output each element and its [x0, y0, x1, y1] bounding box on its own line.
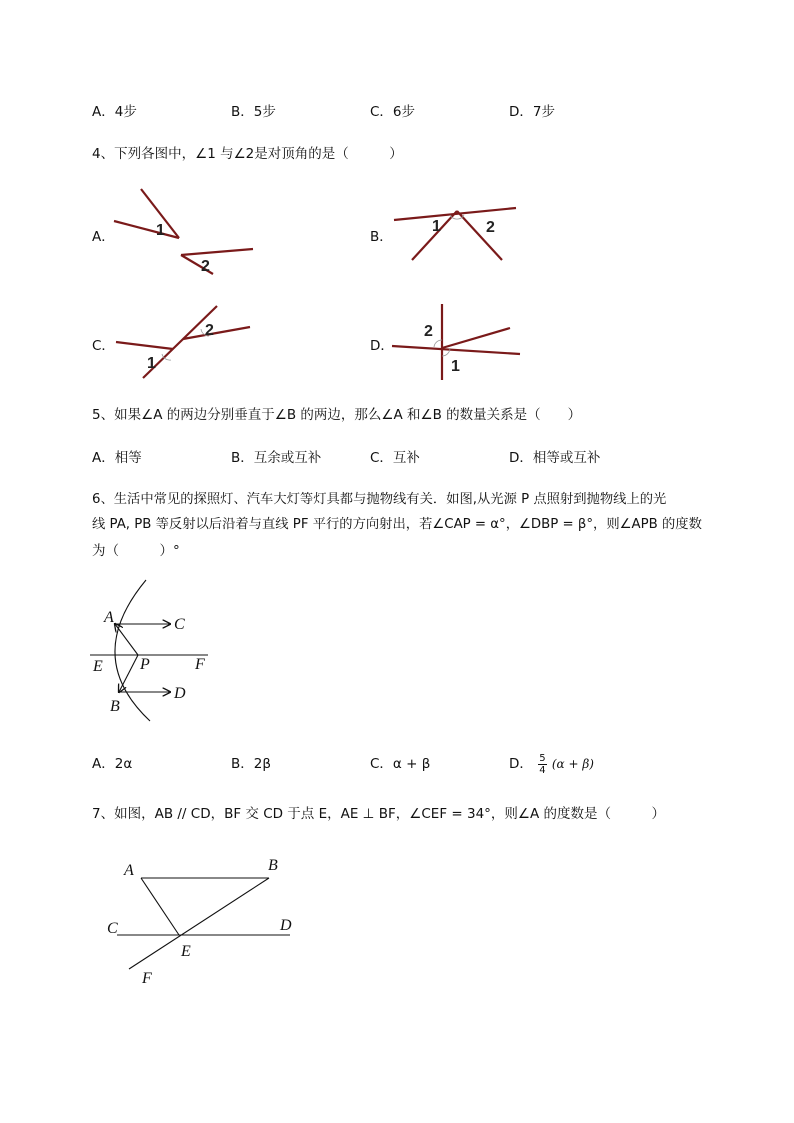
q7-label-c: C	[107, 920, 118, 937]
q4c-angle-2: 2	[205, 322, 214, 339]
q4-figure-b	[390, 200, 520, 265]
q5-stem: 5、如果∠A 的两边分别垂直于∠B 的两边，那么∠A 和∠B 的数量关系是（ ）	[92, 407, 582, 423]
q3-option-b[interactable]: B．5步	[231, 104, 276, 120]
q3-option-a[interactable]: A．4步	[92, 104, 137, 120]
q6-option-d-label: D．	[509, 756, 533, 772]
q4a-angle-2: 2	[201, 258, 210, 275]
q6-figure	[88, 575, 218, 720]
q7-line-ae	[141, 878, 179, 935]
q4-figure-c	[113, 302, 253, 380]
q7-label-a: A	[124, 862, 134, 879]
q4a-angle-1: 1	[156, 222, 165, 239]
q4-figure-d	[390, 300, 525, 382]
q6-label-f: F	[195, 656, 205, 673]
q4-option-a-label[interactable]: A．	[92, 229, 115, 245]
q6-label-e: E	[93, 658, 103, 675]
q6-label-b: B	[110, 698, 120, 715]
q5-option-b[interactable]: B．互余或互补	[231, 450, 322, 466]
q4b-angle-2: 2	[486, 219, 495, 236]
q6-parabola	[115, 580, 150, 721]
q3-option-c[interactable]: C．6步	[370, 104, 416, 120]
q4c-angle-1: 1	[147, 355, 156, 372]
q4d-angle-1: 1	[451, 358, 460, 375]
q6-label-d: D	[174, 685, 186, 702]
q7-label-e: E	[181, 943, 191, 960]
q4b-angle-1: 1	[432, 218, 441, 235]
q6-label-a: A	[104, 609, 114, 626]
q5-option-a[interactable]: A．相等	[92, 450, 142, 466]
q6-label-p: P	[140, 656, 150, 673]
q7-figure	[100, 850, 300, 990]
q6-option-d[interactable]	[509, 752, 594, 776]
q4-option-b-label[interactable]: B．	[370, 229, 393, 245]
q6-stem-line2: 线 PA, PB 等反射以后沿着与直线 PF 平行的方向射出，若∠CAP = α°，∠DBP = β°，则∠APB 的度数	[92, 517, 702, 532]
q6-option-d-fraction	[538, 753, 546, 776]
q3-option-d[interactable]: D．7步	[509, 104, 555, 120]
q6-stem-line1: 6、生活中常见的探照灯、汽车大灯等灯具都与抛物线有关．如图,从光源 P 点照射到抛物线上的光	[92, 492, 667, 507]
q7-stem: 7、如图，AB // CD，BF 交 CD 于点 E，AE ⊥ BF，∠CEF = 34°，则∠A 的度数是（ ）	[92, 806, 666, 822]
q6-label-c: C	[174, 616, 185, 633]
q4-figure-a	[110, 185, 260, 280]
q6-stem-line3: 为（ ）°	[92, 543, 180, 559]
q6-option-a[interactable]: A．2α	[92, 756, 133, 772]
q5-option-c[interactable]: C．互补	[370, 450, 420, 466]
q4d-angle-2: 2	[424, 323, 433, 340]
q6-option-c[interactable]: C．α + β	[370, 756, 431, 772]
q7-label-f: F	[142, 970, 152, 987]
q7-label-b: B	[268, 857, 278, 874]
q6-option-b[interactable]: B．2β	[231, 756, 271, 772]
q4-option-c-label[interactable]: C．	[92, 338, 115, 354]
q7-label-d: D	[280, 917, 292, 934]
q4-option-d-label[interactable]: D．	[370, 338, 394, 354]
q6-option-d-numerator: 5	[539, 752, 546, 764]
q6-option-d-rest: (α + β)	[551, 757, 594, 771]
q4-stem: 4、下列各图中，∠1 与∠2是对顶角的是（ ）	[92, 146, 403, 162]
q6-option-d-denominator: 4	[539, 764, 546, 776]
q5-option-d[interactable]: D．相等或互补	[509, 450, 601, 466]
